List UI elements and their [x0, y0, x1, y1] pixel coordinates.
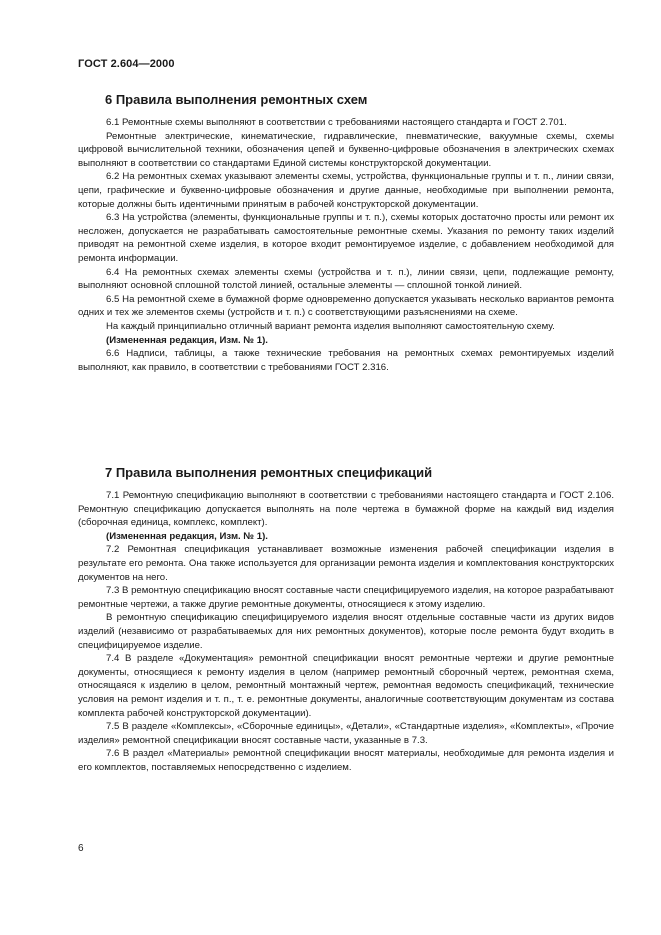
clause-6-1: 6.1 Ремонтные схемы выполняют в соответствии с требованиями настоящего стандарта и ГОСТ 2.701. [106, 117, 567, 128]
clause-6-5-paragraph-2: На каждый принципиально отличный вариант ремонта изделия выполняют самостоятельную схему. [106, 320, 555, 332]
section-7-title: 7 Правила выполнения ремонтных спецификаций [105, 465, 433, 480]
standard-designation: ГОСТ 2.604—2000 [78, 58, 175, 70]
section-6-body [78, 116, 614, 374]
section-7-body [78, 489, 614, 774]
page-number: 6 [78, 843, 84, 854]
clause-6-5: 6.5 На ремонтной схеме в бумажной форме одновременно допускается указывать несколько вариантов ремонта одних и тех же элементов схемы (устройств и т. п.) с соответствующими разъяснениями на схеме. [78, 293, 614, 319]
clause-6-2: 6.2 На ремонтных схемах указывают элементы схемы, устройства, функциональные группы и т. п., линии связи, цепи, графические и буквенно-цифровые обозначения и другие данные, необходимые при выполнении ремонта, которые должны быть идентичными принятым в рабочей конструкторской документации. [78, 171, 614, 210]
section-6-title: 6 Правила выполнения ремонтных схем [105, 92, 368, 107]
clause-6-6: 6.6 Надписи, таблицы, а также технические требования на ремонтных схемах ремонтируемых изделий выполняют, как правило, в соответствии с требованиями ГОСТ 2.316. [78, 348, 614, 373]
clause-7-4: 7.4 В разделе «Документация» ремонтной спецификации вносят ремонтные чертежи и другие ремонтные документы, относящиеся к ремонту изделия в целом (например ремонтный сборочный чертеж, ремонтная схема, относящаяся к изделию в целом, ремонтный монтажный чертеж, ремонтная ведомость спецификаций, технические условия на ремонт изделия и т. п., т. е. ремонтные документы, аналогичные соответствующим документам из состава комплекта рабочей конструкторской документации). [78, 653, 614, 719]
clause-7-2: 7.2 Ремонтная спецификация устанавливает возможные изменения рабочей спецификации изделия в результате его ремонта. Она также используется для организации ремонта изделия и комплектования конструкторских документов на него. [78, 544, 614, 583]
clause-7-5: 7.5 В разделе «Комплексы», «Сборочные единицы», «Детали», «Стандартные изделия», «Комплекты», «Прочие изделия» ремонтной спецификации вносят составные части, указанные в 7.3. [78, 721, 614, 746]
clause-7-3: 7.3 В ремонтную спецификацию вносят составные части специфицируемого изделия, на которое разрабатывают ремонтные чертежи, а также другие ремонтные документы, относящиеся к этому изделию. [78, 585, 614, 610]
clause-6-3: 6.3 На устройства (элементы, функциональные группы и т. п.), схемы которых достаточно просты или ремонт их несложен, допускается не разрабатывать самостоятельные ремонтные схемы. Указания по ремонту таких изделий приводят на ремонтной схеме изделия, в которое входит ремонтируемое изделие, с добавлением необходимой для ремонта информации. [78, 212, 614, 264]
amendment-note: (Измененная редакция, Изм. № 1). [106, 530, 268, 542]
section-7 [78, 465, 614, 774]
amendment-note: (Измененная редакция, Изм. № 1). [106, 334, 268, 346]
section-6 [78, 92, 614, 374]
clause-6-1-paragraph-2: Ремонтные электрические, кинематические, гидравлические, пневматические, вакуумные схемы, схемы цифровой вычислительной техники, обозначения цепей и буквенно-цифровые обозначения в электрических схемах выполняют в соответствии со стандартами Единой системы конструкторской документации. [78, 130, 614, 169]
clause-7-1: 7.1 Ремонтную спецификацию выполняют в соответствии с требованиями настоящего стандарта и ГОСТ 2.106. Ремонтную спецификацию допускается выполнять на поле чертежа в бумажной форме на каждый вид изделия (сборочная единица, комплекс, комплект). [78, 490, 614, 529]
clause-6-4: 6.4 На ремонтных схемах элементы схемы (устройства и т. п.), линии связи, цепи, подлежащие ремонту, выполняют основной сплошной толстой линией, остальные элементы — сплошной тонкой линией. [78, 266, 614, 292]
clause-7-3-paragraph-2: В ремонтную спецификацию специфицируемого изделия вносят отдельные составные части из других видов изделий (независимо от разрабатываемых для них ремонтных документов), которые после ремонта будут входить в специфицируемое изделие. [78, 612, 614, 651]
clause-7-6: 7.6 В раздел «Материалы» ремонтной спецификации вносят материалы, необходимые для ремонта изделия и его комплектов, поставляемых непосредственно с изделием. [78, 748, 614, 773]
